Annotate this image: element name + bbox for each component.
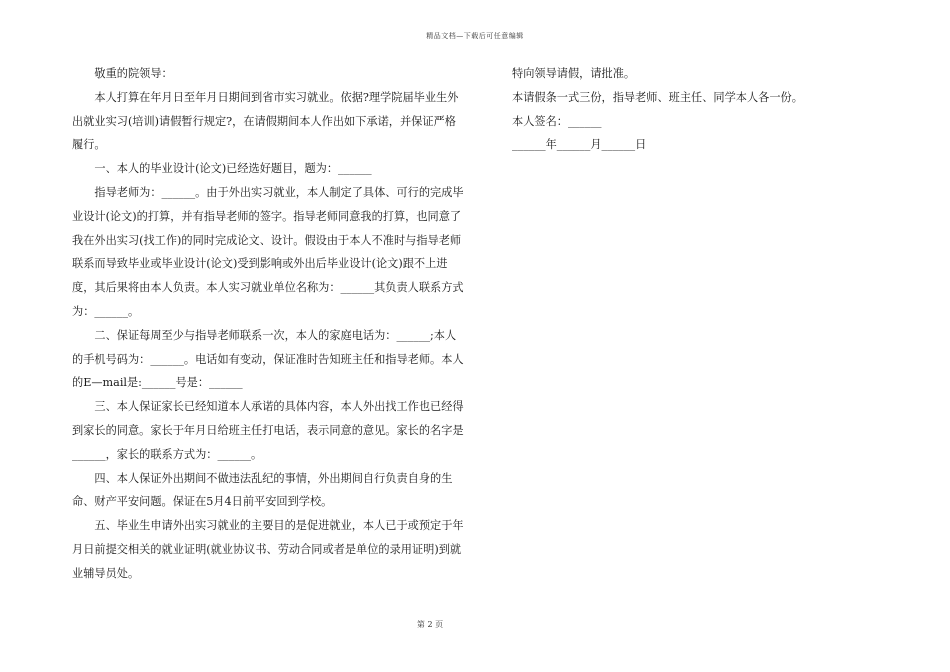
- request-line: 特向领导请假，请批准。: [512, 67, 636, 80]
- pledge-five: 五、毕业生申请外出实习就业的主要目的是促进就业，本人已于或预定于年月日前提交相关的就业证明(就业协议书、劳动合同或者是单位的录用证明)到就业辅导员处。: [72, 519, 464, 580]
- intro-paragraph: 本人打算在年月日至年月日期间到省市实习就业。依据?理学院届毕业生外出就业实习(培训)请假暂行规定?，在请假期间本人作出如下承诺，并保证严格履行。: [72, 90, 459, 152]
- page-number: 第 2 页: [416, 620, 444, 629]
- signature-line: 本人签名：______: [512, 114, 602, 128]
- copies-note: 本请假条一式三份，指导老师、班主任、同学本人各一份。: [512, 90, 803, 104]
- pledge-one-body: 指导老师为：______。由于外出实习就业，本人制定了具体、可行的完成毕业设计(论文)的打算，并有指导老师的签字。指导老师同意我的打算，也同意了我在外出实习(找工作)的同时完成论文、设计。假设由于本人不准时与指导老师联系而导致毕业或毕业设计(论文)受到影响或外出后毕业设计(论文)跟不上进度，其后果将由本人负责。本人实习就业单位名称为：______其负责人联系方式为：______。: [72, 185, 464, 318]
- page-header: 精品文档—下载后可任意编辑: [426, 32, 524, 40]
- right-column: [512, 62, 892, 157]
- pledge-two: 二、保证每周至少与指导老师联系一次，本人的家庭电话为：______;本人的手机号码为：______。电话如有变动，保证准时告知班主任和指导老师。本人的E—mail是:______号是：______: [72, 328, 464, 390]
- date-line: ______年______月______日: [512, 138, 647, 152]
- pledge-three: 三、本人保证家长已经知道本人承诺的具体内容，本人外出找工作也已经得到家长的同意。家长于年月日给班主任打电话，表示同意的意见。家长的名字是______，家长的联系方式为：______。: [72, 400, 464, 461]
- pledge-four: 四、本人保证外出期间不做违法乱纪的事情，外出期间自行负责自身的生命、财产平安问题。保证在5月4日前平安回到学校。: [72, 471, 453, 509]
- left-column: [72, 62, 466, 586]
- salutation: 敬重的院领导：: [94, 67, 173, 80]
- pledge-one-title: 一、本人的毕业设计(论文)已经选好题目，题为：______: [94, 162, 372, 176]
